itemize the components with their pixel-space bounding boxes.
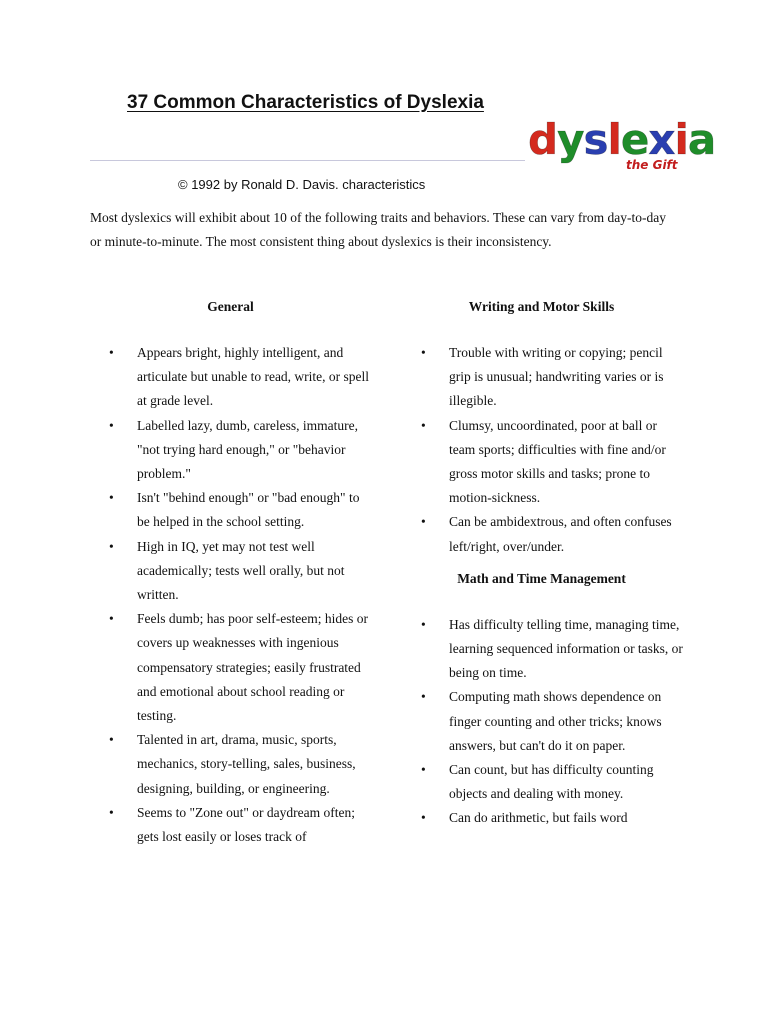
logo-letter: l <box>607 115 621 164</box>
logo-wordmark <box>528 116 715 164</box>
list-item <box>420 806 684 830</box>
right-column <box>420 295 684 831</box>
list-item <box>108 414 370 487</box>
bullet-icon: • <box>109 538 114 554</box>
list-item <box>420 341 684 414</box>
intro-paragraph: Most dyslexics will exhibit about 10 of the following traits and behaviors. These can vary from day-to-day or minute-to-minute. The most consistent thing about dyslexics is their inconsistency. <box>90 210 666 249</box>
list-item-text: High in IQ, yet may not test well academically; tests well orally, but not written. <box>137 538 345 603</box>
logo-letter: x <box>648 115 675 164</box>
bullet-icon: • <box>109 490 114 506</box>
bullet-icon: • <box>421 689 426 705</box>
bullet-icon: • <box>421 616 426 632</box>
list-item-text: Has difficulty telling time, managing time, learning sequenced information or tasks, or being on time. <box>449 616 683 681</box>
list-item-text: Computing math shows dependence on finger counting and other tricks; knows answers, but can't do it on paper. <box>449 689 662 753</box>
list-item-text: Trouble with writing or copying; pencil grip is unusual; handwriting varies or is illegible. <box>449 345 664 409</box>
list-item <box>108 341 370 414</box>
math-time-list <box>420 613 684 831</box>
bullet-icon: • <box>421 345 426 360</box>
dyslexia-the-gift-logo <box>528 115 716 180</box>
list-item-text: Seems to "Zone out" or daydream often; gets lost easily or loses track of <box>137 804 355 845</box>
writing-motor-list <box>420 341 684 559</box>
list-item-text: Labelled lazy, dumb, careless, immature, "not trying hard enough," or "behavior problem." <box>137 417 359 482</box>
writing-motor-heading: Writing and Motor Skills <box>468 299 615 314</box>
logo-letter: s <box>583 115 608 164</box>
title-divider <box>90 160 525 161</box>
bullet-icon: • <box>109 611 114 627</box>
list-item-text: Can count, but has difficulty counting objects and dealing with money. <box>449 762 654 802</box>
bullet-icon: • <box>109 345 114 360</box>
logo-letter: e <box>620 115 649 164</box>
list-item-text: Can do arithmetic, but fails word <box>449 810 628 826</box>
list-item <box>108 486 370 534</box>
list-item <box>420 685 684 758</box>
list-item <box>420 758 684 806</box>
list-item <box>108 801 370 849</box>
list-item <box>420 613 684 686</box>
list-item-text: Can be ambidextrous, and often confuses left/right, over/under. <box>449 514 672 554</box>
logo-letter: y <box>557 115 584 164</box>
list-item <box>420 414 684 511</box>
list-item-text: Clumsy, uncoordinated, poor at ball or team sports; difficulties with fine and/or gross motor skills and tasks; prone to motion-sickness. <box>449 417 666 506</box>
logo-letter: d <box>528 115 558 164</box>
list-item-text: Feels dumb; has poor self-esteem; hides or covers up weaknesses with ingenious compensatory strategies; easily frustrated and emotional about school reading or testing. <box>137 611 368 724</box>
list-item <box>108 535 370 608</box>
bullet-icon: • <box>109 732 114 748</box>
bullet-icon: • <box>421 514 426 530</box>
bullet-icon: • <box>109 804 114 820</box>
list-item <box>108 728 370 801</box>
logo-tagline: the Gift <box>626 158 678 172</box>
general-heading: General <box>207 299 254 314</box>
math-time-heading: Math and Time Management <box>457 570 626 586</box>
document-title: 37 Common Characteristics of Dyslexia <box>127 92 484 113</box>
list-item-text: Isn't "behind enough" or "bad enough" to be helped in the school setting. <box>137 490 360 530</box>
logo-letter: a <box>687 115 716 164</box>
bullet-icon: • <box>421 810 426 826</box>
copyright-line: © 1992 by Ronald D. Davis. characteristics <box>178 177 426 192</box>
list-item-text: Appears bright, highly intelligent, and articulate but unable to read, write, or spell at grade level. <box>137 345 370 409</box>
bullet-icon: • <box>421 762 426 778</box>
logo-letter: i <box>674 115 688 164</box>
general-column <box>108 295 370 849</box>
list-item-text: Talented in art, drama, music, sports, mechanics, story-telling, sales, business, designing, building, or engineering. <box>137 732 356 796</box>
bullet-icon: • <box>109 417 114 433</box>
list-item <box>420 510 684 558</box>
list-item <box>108 607 370 728</box>
bullet-icon: • <box>421 417 426 433</box>
general-list <box>108 341 370 849</box>
